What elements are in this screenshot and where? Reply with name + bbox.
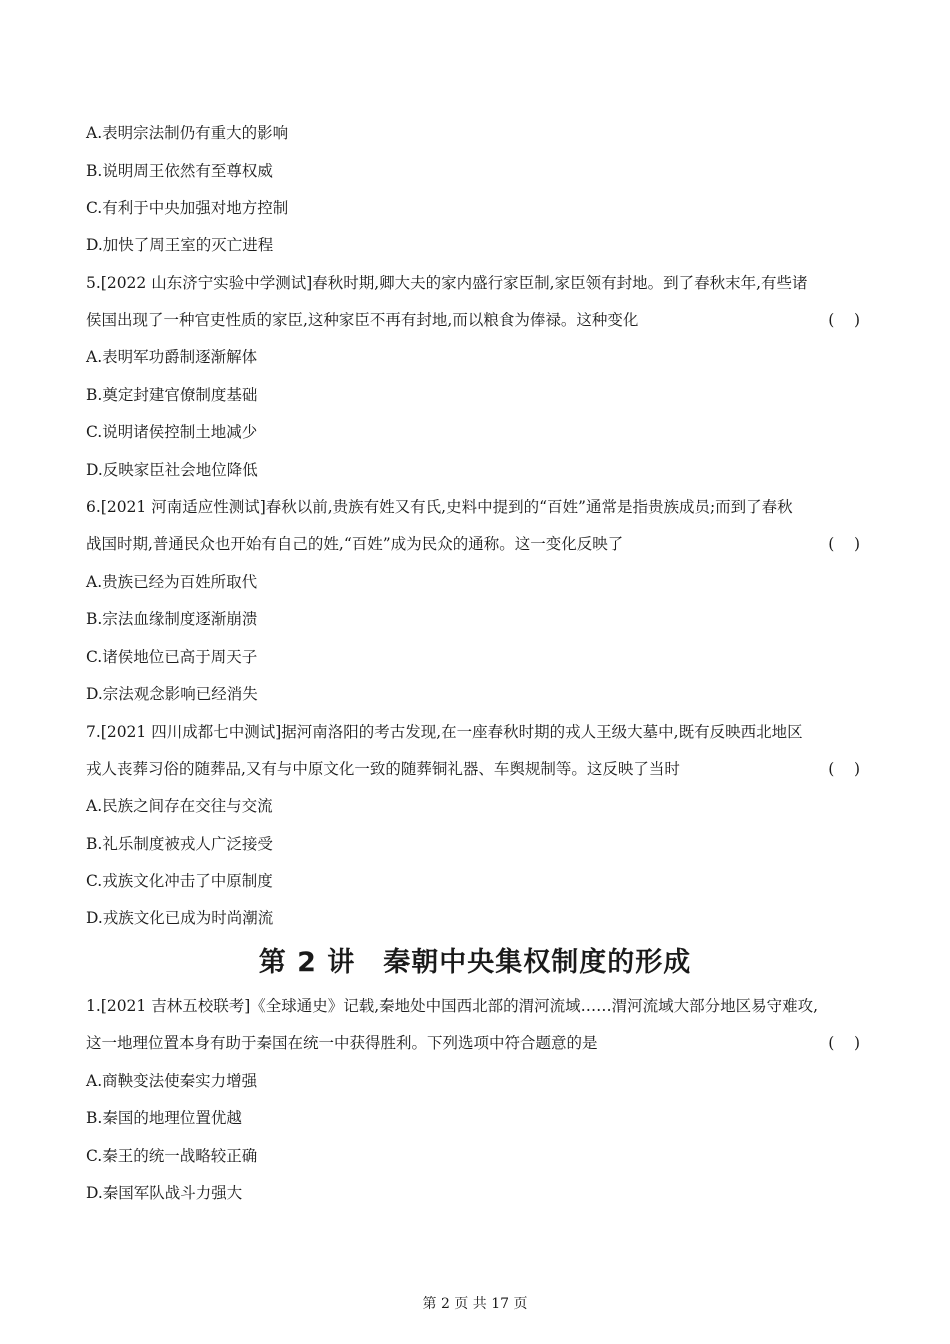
section-title: 第 2 讲 秦朝中央集权制度的形成: [258, 947, 692, 978]
q5-stem-line1: 5.[2022 山东济宁实验中学测试]春秋时期,卿大夫的家内盛行家臣制,家臣领有封地。到了春秋末年,有些诸: [86, 274, 808, 292]
q5-option-b: B.奠定封建官僚制度基础: [86, 386, 258, 404]
q7-answer-paren: ( ): [828, 760, 860, 778]
q4-option-b: B.说明周王依然有至尊权威: [86, 162, 273, 180]
s2-q1-option-d: D.秦国军队战斗力强大: [86, 1184, 243, 1202]
q6-option-c: C.诸侯地位已高于周天子: [86, 648, 258, 666]
q7-option-c: C.戎族文化冲击了中原制度: [86, 872, 273, 890]
q7-stem-line1: 7.[2021 四川成都七中测试]据河南洛阳的考古发现,在一座春秋时期的戎人王级大墓中,既有反映西北地区: [86, 723, 803, 741]
q6-stem-line2: 战国时期,普通民众也开始有自己的姓,“百姓”成为民众的通称。这一变化反映了: [86, 535, 624, 553]
q5-stem-line2: 侯国出现了一种官吏性质的家臣,这种家臣不再有封地,而以粮食为俸禄。这种变化: [86, 311, 639, 329]
q4-option-c: C.有利于中央加强对地方控制: [86, 199, 289, 217]
s2-q1-answer-paren: ( ): [828, 1034, 860, 1052]
q7-stem-line2: 戎人丧葬习俗的随葬品,又有与中原文化一致的随葬铜礼器、车舆规制等。这反映了当时: [86, 760, 680, 778]
s2-q1-option-b: B.秦国的地理位置优越: [86, 1109, 242, 1127]
q6-stem-line1: 6.[2021 河南适应性测试]春秋以前,贵族有姓又有氏,史料中提到的“百姓”通常是指贵族成员;而到了春秋: [86, 498, 793, 516]
s2-q1-option-a: A.商鞅变法使秦实力增强: [86, 1072, 258, 1090]
s2-q1-option-c: C.秦王的统一战略较正确: [86, 1147, 258, 1165]
q7-option-b: B.礼乐制度被戎人广泛接受: [86, 835, 273, 853]
q6-answer-paren: ( ): [828, 535, 860, 553]
q6-option-a: A.贵族已经为百姓所取代: [86, 573, 258, 591]
q5-option-a: A.表明军功爵制逐渐解体: [86, 348, 258, 366]
q5-option-d: D.反映家臣社会地位降低: [86, 461, 258, 479]
q6-option-b: B.宗法血缘制度逐渐崩溃: [86, 610, 258, 628]
q4-option-d: D.加快了周王室的灭亡进程: [86, 236, 274, 254]
page-number: 第 2 页 共 17 页: [422, 1296, 528, 1312]
q5-answer-paren: ( ): [828, 311, 860, 329]
s2-q1-stem-line1: 1.[2021 吉林五校联考]《全球通史》记载,秦地处中国西北部的渭河流域……渭河流域大部分地区易守难攻,: [86, 997, 819, 1015]
s2-q1-stem-line2: 这一地理位置本身有助于秦国在统一中获得胜利。下列选项中符合题意的是: [86, 1034, 598, 1052]
q5-option-c: C.说明诸侯控制土地减少: [86, 423, 258, 441]
q4-option-a: A.表明宗法制仍有重大的影响: [86, 124, 289, 142]
q7-option-a: A.民族之间存在交往与交流: [86, 797, 273, 815]
q7-option-d: D.戎族文化已成为时尚潮流: [86, 909, 274, 927]
q6-option-d: D.宗法观念影响已经消失: [86, 685, 258, 703]
